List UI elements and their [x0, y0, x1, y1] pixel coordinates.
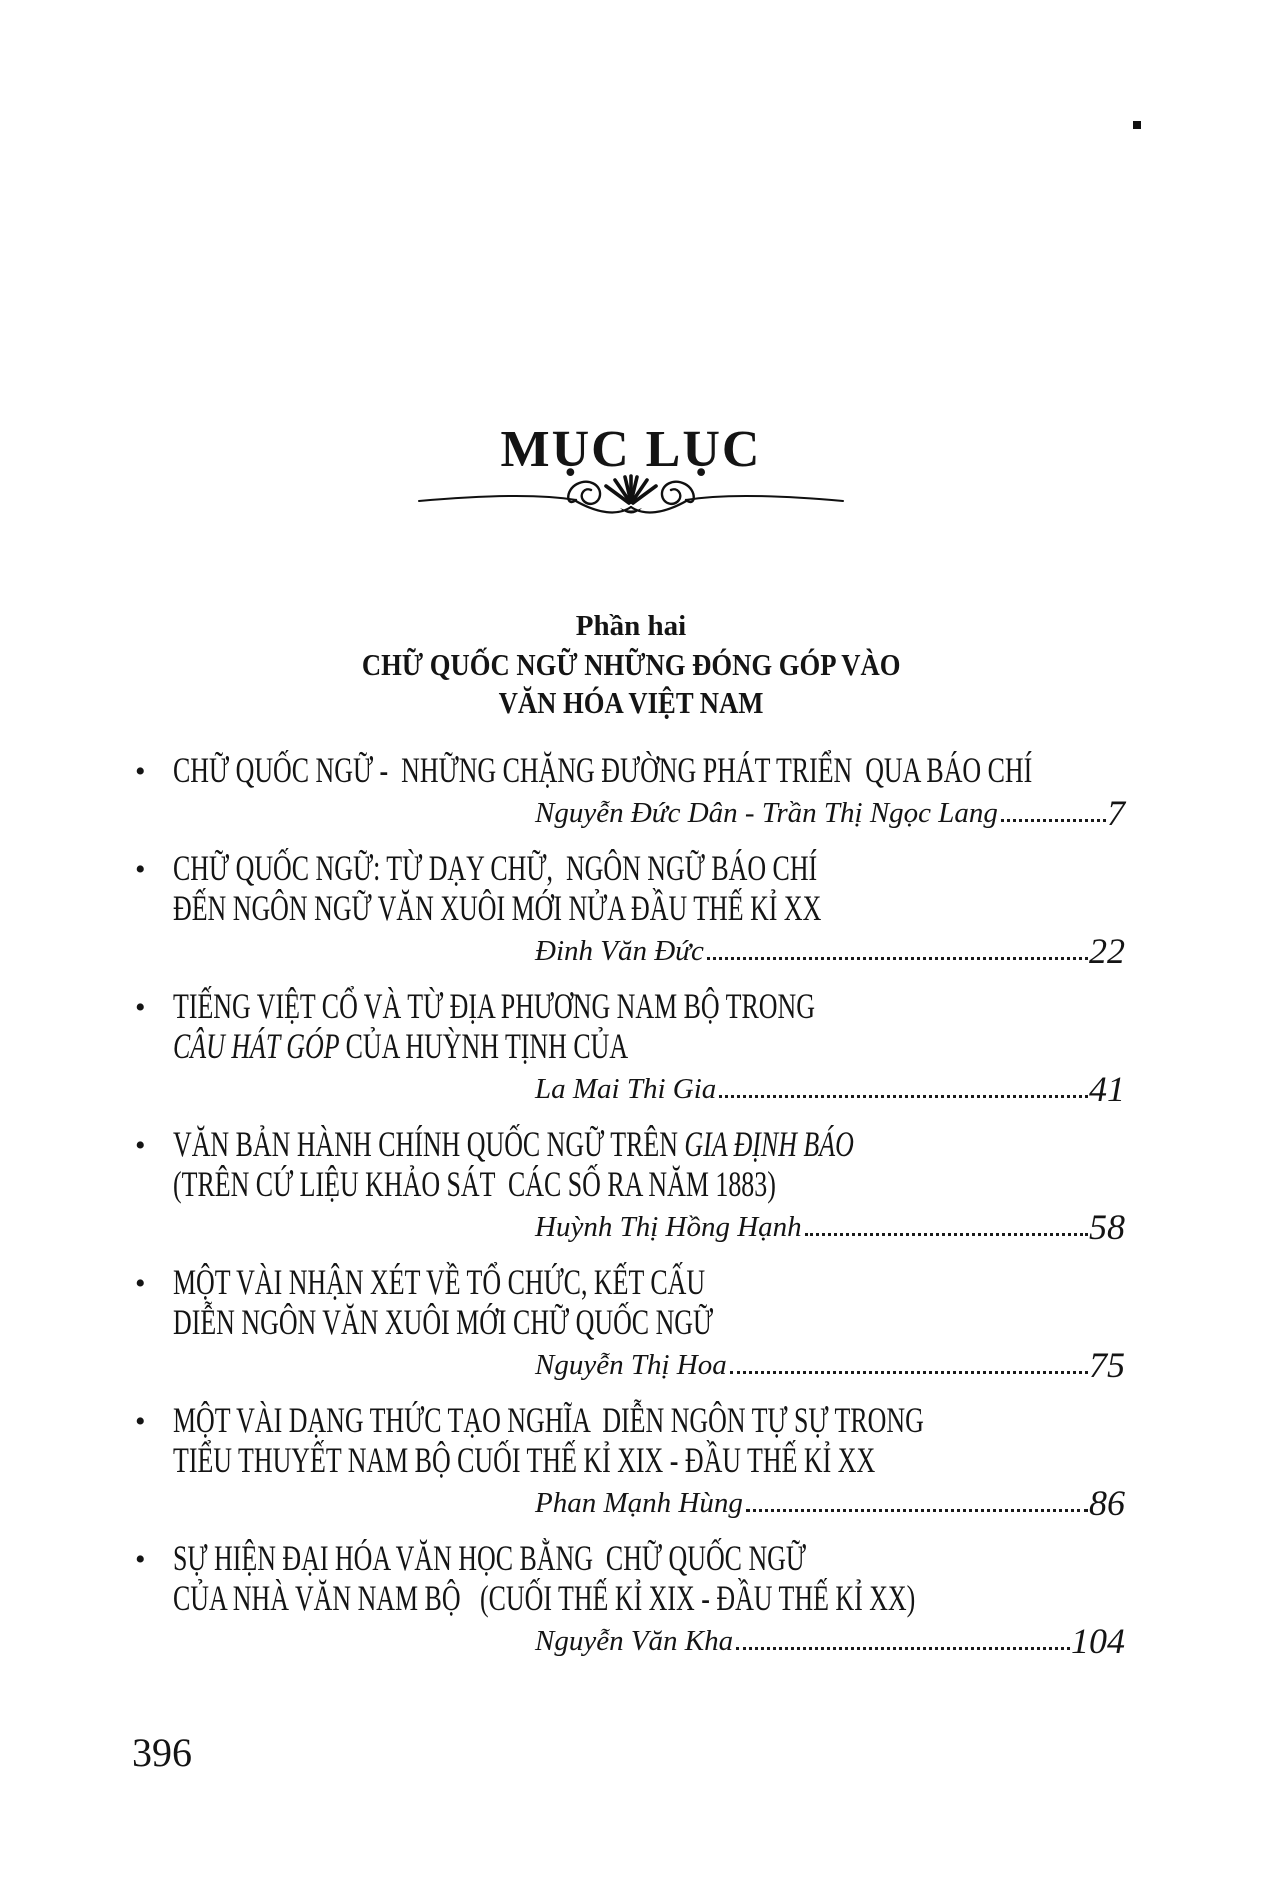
entry-author-row	[535, 1069, 1125, 1109]
author-name: Nguyễn Văn Kha	[535, 1625, 734, 1657]
bullet-icon: •	[135, 991, 146, 1024]
entry-author-row	[535, 1621, 1125, 1661]
section-heading-line1: CHỮ QUỐC NGỮ NHỮNG ĐÓNG GÓP VÀO	[361, 647, 901, 682]
entry-title	[173, 1400, 1125, 1480]
page-title: MỤC LỤC	[500, 421, 762, 478]
section-part-label: Phần hai	[575, 610, 687, 642]
entry-title-line: CỦA NHÀ VĂN NAM BỘ (CUỐI THẾ KỈ XIX - ĐẦU THẾ KỈ XX)	[173, 1578, 916, 1618]
entry-title-line: DIỄN NGÔN VĂN XUÔI MỚI CHỮ QUỐC NGỮ	[173, 1302, 714, 1342]
bullet-icon: •	[135, 755, 146, 788]
author-name: Phan Mạnh Hùng	[535, 1487, 743, 1519]
entry-title-line: VĂN BẢN HÀNH CHÍNH QUỐC NGỮ TRÊN GIA ĐỊNH BÁO	[173, 1124, 854, 1164]
entry-title	[173, 848, 1125, 928]
dot-leader	[746, 1509, 1088, 1512]
toc-entry	[135, 750, 1125, 833]
entry-author-row	[535, 1345, 1125, 1385]
bullet-icon: •	[135, 853, 146, 886]
section-heading-line2: VĂN HÓA VIỆT NAM	[498, 685, 764, 720]
entry-author-row	[535, 1207, 1125, 1247]
dot-leader	[736, 1647, 1070, 1650]
entry-title-line: SỰ HIỆN ĐẠI HÓA VĂN HỌC BẰNG CHỮ QUỐC NGỮ	[173, 1538, 806, 1578]
entry-title	[173, 1538, 1125, 1618]
entry-title	[173, 1262, 1125, 1342]
page-number: 104	[1071, 1621, 1125, 1661]
entry-author-row	[535, 1483, 1125, 1523]
page-number: 41	[1089, 1069, 1125, 1109]
page-number: 22	[1089, 931, 1125, 971]
page-number: 75	[1089, 1345, 1125, 1385]
dot-leader	[805, 1233, 1088, 1236]
entry-title-line: CÂU HÁT GÓP CỦA HUỲNH TỊNH CỦA	[173, 1026, 629, 1066]
bullet-icon: •	[135, 1129, 146, 1162]
dot-leader	[707, 957, 1088, 960]
entry-author-row	[535, 931, 1125, 971]
toc-entry	[135, 1538, 1125, 1661]
folio-page-number: 396	[132, 1730, 192, 1775]
entry-title-line: ĐẾN NGÔN NGỮ VĂN XUÔI MỚI NỬA ĐẦU THẾ KỈ XX	[173, 888, 822, 928]
entry-title-line: TIẾNG VIỆT CỔ VÀ TỪ ĐỊA PHƯƠNG NAM BỘ TRONG	[173, 986, 815, 1026]
entry-title-line: TIỂU THUYẾT NAM BỘ CUỐI THẾ KỈ XIX - ĐẦU THẾ KỈ XX	[173, 1440, 876, 1480]
entry-title-line: MỘT VÀI DẠNG THỨC TẠO NGHĨA DIỄN NGÔN TỰ SỰ TRONG	[173, 1400, 924, 1440]
entry-title	[173, 750, 1125, 790]
entry-title	[173, 1124, 1125, 1204]
entry-title-line: CHỮ QUỐC NGỮ: TỪ DẠY CHỮ, NGÔN NGỮ BÁO CHÍ	[173, 848, 818, 888]
bullet-icon: •	[135, 1267, 146, 1300]
dot-leader	[719, 1095, 1088, 1098]
page-number: 86	[1089, 1483, 1125, 1523]
bullet-icon: •	[135, 1405, 146, 1438]
page-number: 7	[1107, 793, 1125, 833]
dot-leader	[730, 1371, 1088, 1374]
flourish-divider-icon	[416, 474, 846, 520]
entry-title-line: (TRÊN CỨ LIỆU KHẢO SÁT CÁC SỐ RA NĂM 1883)	[173, 1164, 776, 1204]
bullet-icon: •	[135, 1543, 146, 1576]
author-name: Nguyễn Đức Dân - Trần Thị Ngọc Lang	[535, 797, 998, 829]
toc-entry	[135, 986, 1125, 1109]
author-name: Đinh Văn Đức	[535, 935, 704, 967]
author-name: La Mai Thi Gia	[535, 1073, 717, 1105]
toc-entry	[135, 1262, 1125, 1385]
entry-title-line: CHỮ QUỐC NGỮ - NHỮNG CHẶNG ĐƯỜNG PHÁT TRIỂN QUA BÁO CHÍ	[173, 750, 1033, 790]
toc-entry	[135, 1124, 1125, 1247]
entry-author-row	[535, 793, 1125, 833]
print-speck	[1133, 121, 1141, 129]
toc-entry	[135, 848, 1125, 971]
toc-entries	[135, 750, 1125, 1676]
dot-leader	[1001, 819, 1106, 822]
toc-entry	[135, 1400, 1125, 1523]
entry-title-line: MỘT VÀI NHẬN XÉT VỀ TỔ CHỨC, KẾT CẤU	[173, 1262, 706, 1302]
author-name: Nguyễn Thị Hoa	[535, 1349, 727, 1381]
page-number: 58	[1089, 1207, 1125, 1247]
author-name: Huỳnh Thị Hồng Hạnh	[535, 1211, 802, 1243]
entry-title	[173, 986, 1125, 1066]
